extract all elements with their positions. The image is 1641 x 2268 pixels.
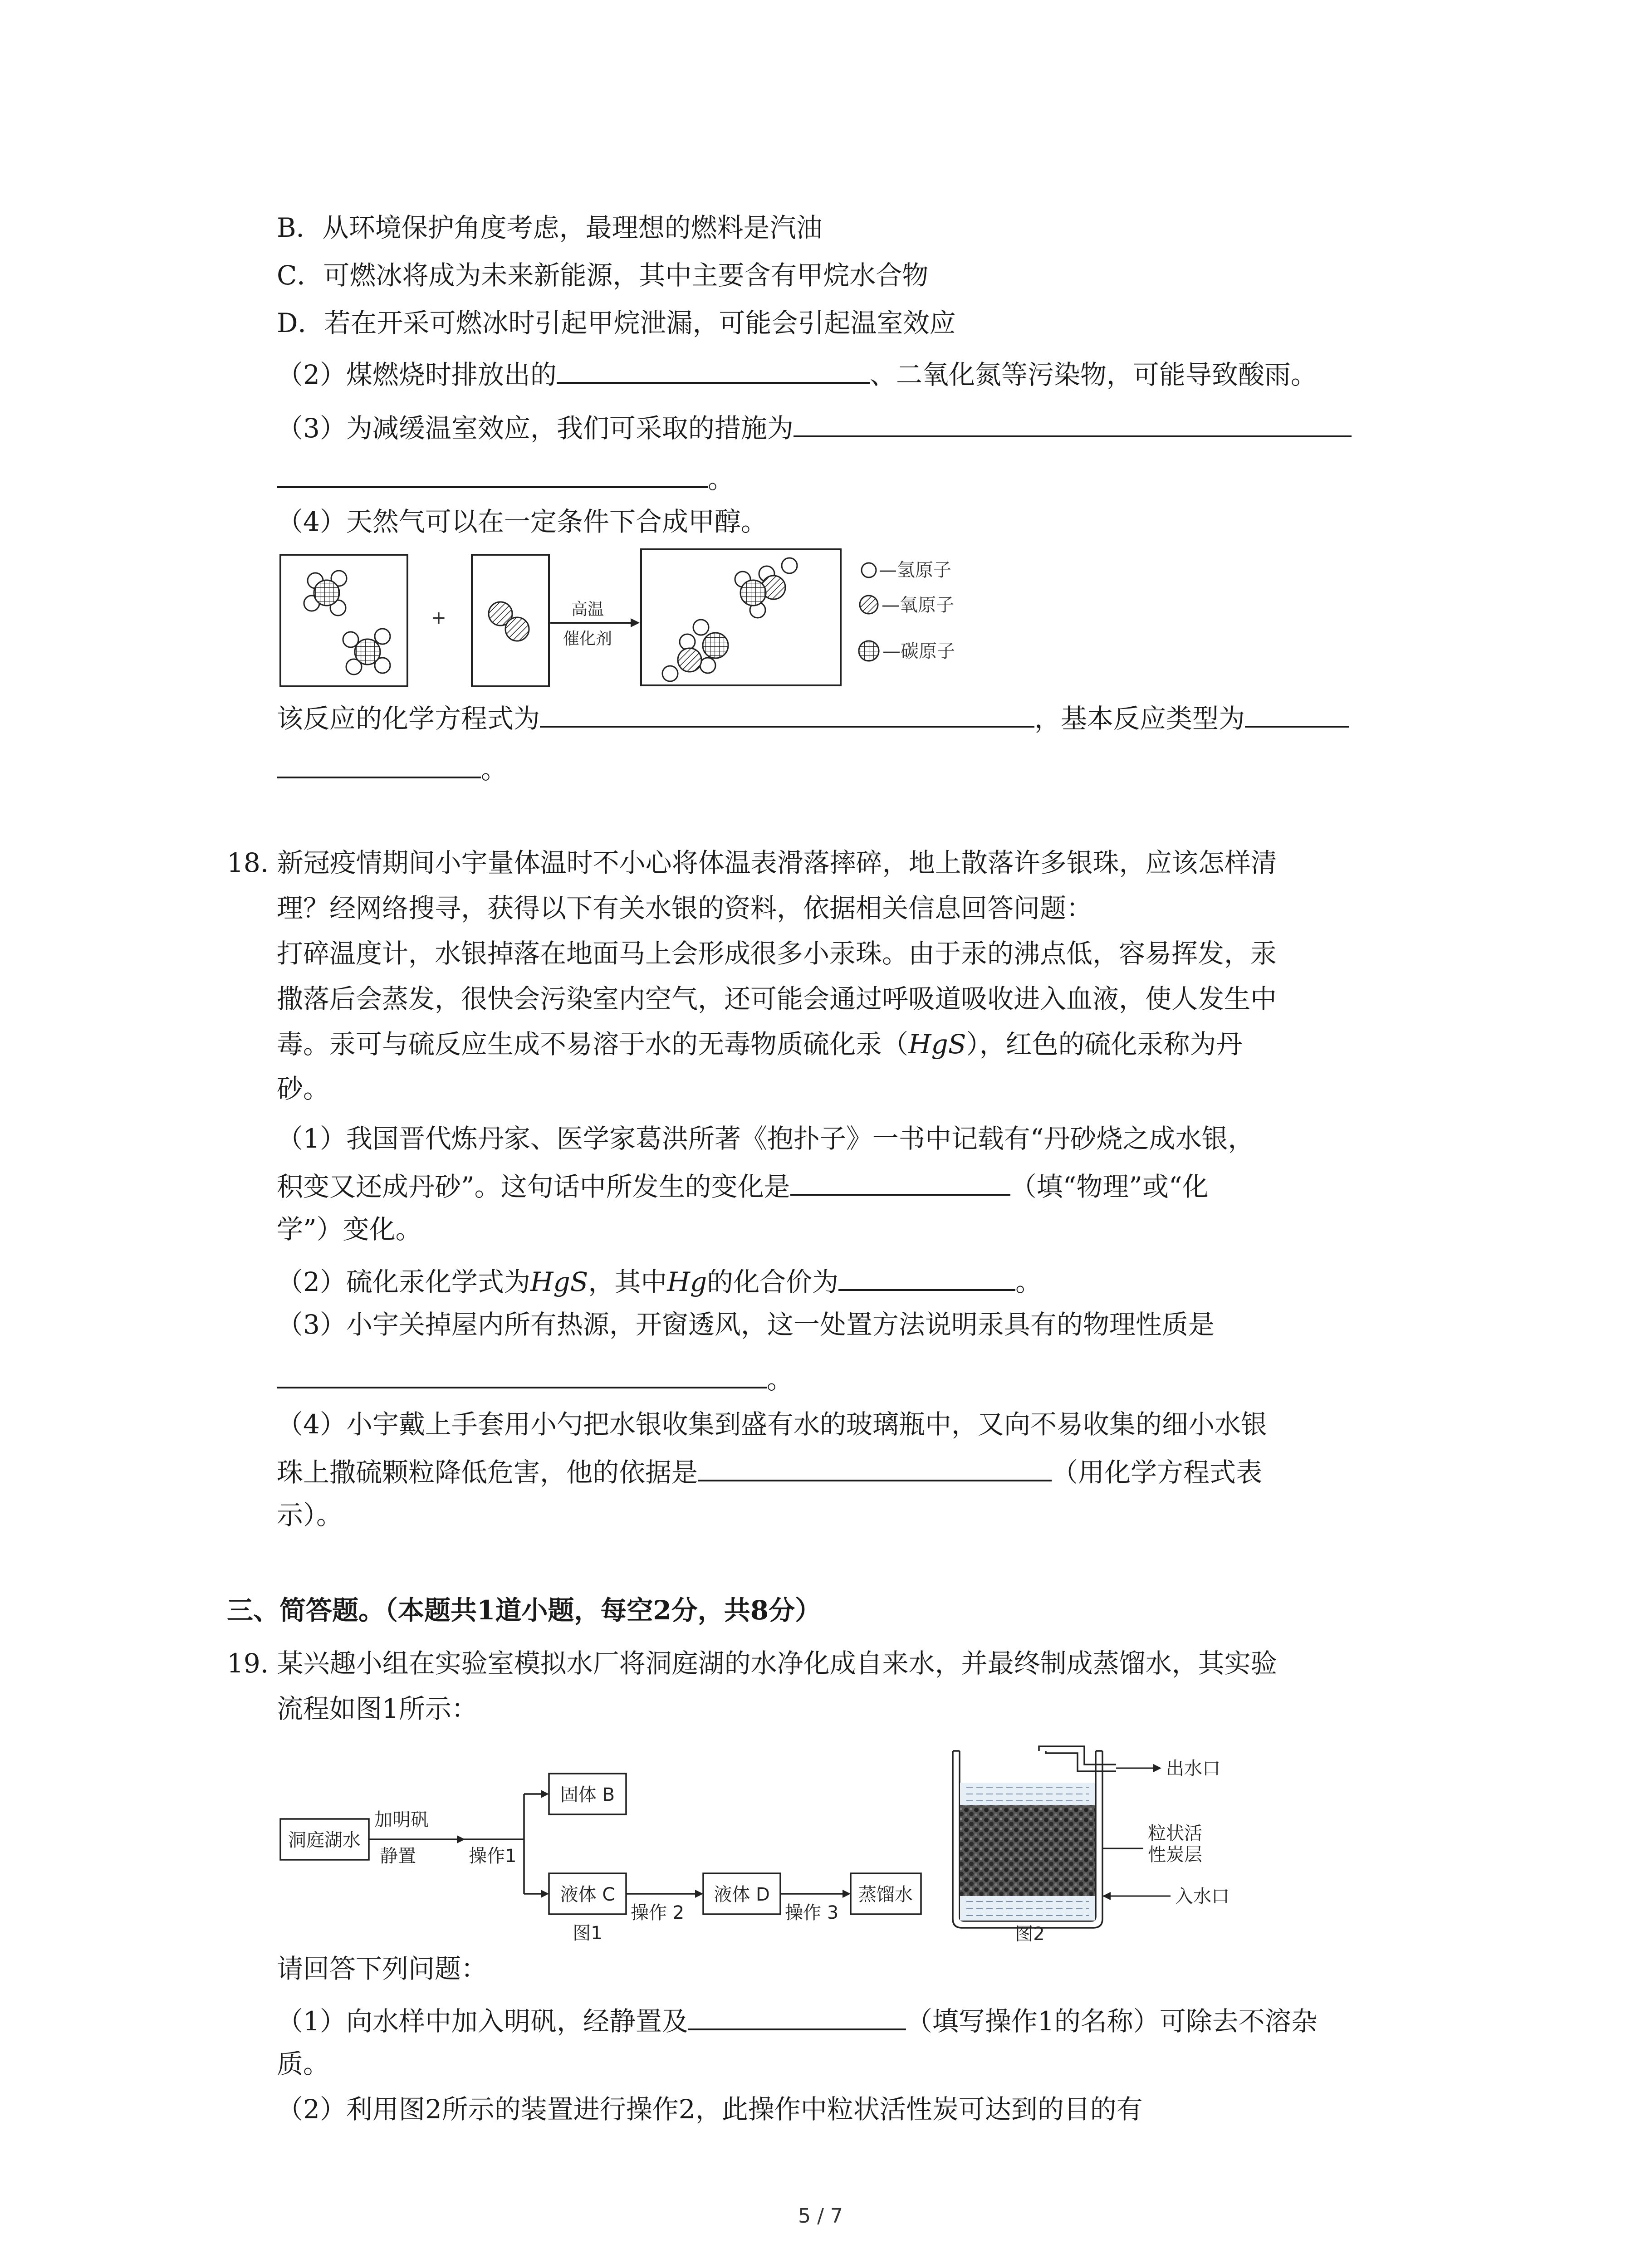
q17-part3-text: （3）为减缓温室效应，我们可采取的措施为 xyxy=(277,413,794,444)
q18-line4: 撒落后会蒸发，很快会污染室内空气，还可能会通过呼吸道吸收进入血液，使人发生中 xyxy=(277,983,1277,1014)
label-outlet: 出水口 xyxy=(1166,1758,1220,1779)
page-number: 5 / 7 xyxy=(798,2204,843,2228)
answer-blank[interactable] xyxy=(794,407,1352,437)
arrow-head-icon xyxy=(631,618,640,627)
option-b: B．从环境保护角度考虑，最理想的燃料是汽油 xyxy=(277,212,823,243)
q18-line3: 打碎温度计，水银掉落在地面马上会形成很多小汞珠。由于汞的沸点低，容易挥发，汞 xyxy=(277,938,1277,969)
q18-line5-text-b: ），红色的硫化汞称为丹 xyxy=(966,1029,1243,1060)
q18-line5-text-a: 毒。汞可与硫反应生成不易溶于水的无毒物质硫化汞（ xyxy=(277,1029,909,1060)
q18-line5 xyxy=(277,1026,1242,1062)
figure2-caption: 图2 xyxy=(1015,1924,1045,1941)
q17-part2 xyxy=(277,354,1317,393)
option-c: C．可燃冰将成为未来新能源，其中主要含有甲烷水合物 xyxy=(277,260,929,291)
label-inlet: 入水口 xyxy=(1175,1886,1230,1907)
label-still: 静置 xyxy=(380,1846,416,1867)
q18-part1-line2 xyxy=(277,1166,1209,1205)
water-purification-flowchart xyxy=(279,1769,923,1941)
q17-part3 xyxy=(277,407,1352,446)
q17-part4: （4）天然气可以在一定条件下合成甲醇。 xyxy=(277,506,767,537)
label-op1: 操作1 xyxy=(469,1846,517,1867)
inlet-arrow-icon xyxy=(1102,1892,1111,1900)
formula-hgs: HgS xyxy=(908,1029,966,1060)
q18-part3: （3）小宇关掉屋内所有热源，开窗透风，这一处置方法说明汞具有的物理性质是 xyxy=(277,1309,1215,1340)
label-carbon-1: 粒状活 xyxy=(1148,1823,1202,1844)
q18-part2-text-c: 的化合价为 xyxy=(707,1266,839,1297)
period: 。 xyxy=(708,464,735,494)
q19-part2: （2）利用图2所示的装置进行操作2，此操作中粒状活性炭可达到的目的有 xyxy=(277,2094,1143,2125)
answer-blank[interactable] xyxy=(277,1359,767,1388)
answer-blank[interactable] xyxy=(277,458,708,488)
arrow-icon xyxy=(541,1790,549,1798)
answer-blank[interactable] xyxy=(277,748,481,778)
arrow-icon xyxy=(457,1835,465,1843)
answer-blank[interactable] xyxy=(540,698,1034,728)
q18-part4-text-a: 珠上撒硫颗粒降低危害，他的依据是 xyxy=(277,1457,698,1488)
q17-part3-cont xyxy=(277,458,734,497)
q18-part3-cont xyxy=(277,1359,793,1398)
period: 。 xyxy=(767,1364,794,1395)
option-d: D．若在开采可燃冰时引起甲烷泄漏，可能会引起温室效应 xyxy=(277,308,956,338)
label-liquid-d: 液体 D xyxy=(714,1884,770,1905)
label-op3: 操作 3 xyxy=(785,1902,839,1923)
q18-line1: 18. 新冠疫情期间小宇量体温时不小心将体温表滑落摔碎，地上散落许多银珠，应该怎样清 xyxy=(227,847,1277,878)
label-op2: 操作 2 xyxy=(631,1902,685,1923)
answer-blank[interactable] xyxy=(790,1166,1010,1196)
legend-oxygen: —氧原子 xyxy=(882,595,954,616)
legend-carbon: —碳原子 xyxy=(882,641,955,662)
q19-part1-text-a: （1）向水样中加入明矾，经静置及 xyxy=(277,2006,688,2037)
equation-text-a: 该反应的化学方程式为 xyxy=(277,703,540,734)
oxygen-molecule xyxy=(489,602,529,641)
q18-part1-line3: 学”）变化。 xyxy=(277,1214,422,1245)
carbon-filter-figure xyxy=(944,1737,1288,1941)
formula-hg: Hg xyxy=(667,1266,707,1297)
q19-part1-line1 xyxy=(277,2000,1318,2039)
q17-equation-line xyxy=(277,698,1349,737)
arrow-icon xyxy=(843,1890,851,1898)
carbon-layer xyxy=(960,1805,1095,1896)
arrow-icon xyxy=(695,1890,703,1898)
label-liquid-c: 液体 C xyxy=(560,1884,615,1905)
figure1-caption: 图1 xyxy=(573,1923,603,1941)
q17-part2-text-b: 、二氧化氮等污染物，可能导致酸雨。 xyxy=(869,359,1317,390)
methanol-molecule xyxy=(662,620,728,681)
formula-hgs: HgS xyxy=(530,1266,588,1297)
equation-text-b: ，基本反应类型为 xyxy=(1034,703,1245,734)
arrow-icon xyxy=(541,1890,549,1898)
plus-sign: + xyxy=(431,607,446,628)
period: 。 xyxy=(1015,1266,1042,1297)
q18-part2-text-b: ，其中 xyxy=(588,1266,667,1297)
q18-part2-text-a: （2）硫化汞化学式为 xyxy=(277,1266,530,1297)
arrow-label-top: 高温 xyxy=(571,600,604,619)
q18-part4-line2 xyxy=(277,1452,1262,1491)
methane-molecule xyxy=(304,571,347,616)
section-title: 三、简答题。（本题共1道小题，每空2分，共8分） xyxy=(227,1595,822,1626)
q18-part1-text-a: 积变又还成丹砂”。这句话中所发生的变化是 xyxy=(277,1171,790,1202)
methanol-molecule xyxy=(735,558,797,618)
label-distilled: 蒸馏水 xyxy=(858,1884,913,1905)
outlet-arrow-icon xyxy=(1153,1764,1161,1772)
q18-part4-line1: （4）小宇戴上手套用小勺把水银收集到盛有水的玻璃瓶中，又向不易收集的细小水银 xyxy=(277,1409,1267,1440)
label-solid-b: 固体 B xyxy=(560,1784,615,1805)
q18-part4-line3: 示）。 xyxy=(277,1500,343,1530)
q18-part2 xyxy=(277,1261,1042,1300)
q19-part1-line2: 质。 xyxy=(277,2048,330,2079)
answer-blank[interactable] xyxy=(1245,698,1349,728)
q19-line1: 19. 某兴趣小组在实验室模拟水厂将洞庭湖的水净化成自来水，并最终制成蒸馏水，其实验 xyxy=(227,1648,1277,1679)
q17-part2-text-a: （2）煤燃烧时排放出的 xyxy=(277,359,557,390)
methane-molecule xyxy=(343,629,390,675)
q17-equation-cont xyxy=(277,748,507,787)
answer-blank[interactable] xyxy=(557,354,870,384)
label-add-alum: 加明矾 xyxy=(374,1809,429,1830)
answer-blank[interactable] xyxy=(838,1261,1015,1291)
q19-part1-text-b: （填写操作1的名称）可除去不溶杂 xyxy=(906,2006,1318,2037)
period: 。 xyxy=(481,754,508,785)
q18-line2: 理？经网络搜寻，获得以下有关水银的资料，依据相关信息回答问题： xyxy=(277,893,1093,924)
q18-part1-text-b: （填“物理”或“化 xyxy=(1010,1171,1209,1202)
q18-part1-line1: （1）我国晋代炼丹家、医学家葛洪所著《抱扑子》一书中记载有“丹砂烧之成水银， xyxy=(277,1123,1254,1154)
legend-hydrogen: —氢原子 xyxy=(879,560,951,581)
arrow-label-bottom: 催化剂 xyxy=(563,630,612,648)
methanol-reaction-figure xyxy=(279,547,1422,692)
q18-line6: 砂。 xyxy=(277,1073,330,1104)
label-lake-water: 洞庭湖水 xyxy=(288,1830,361,1851)
q18-part4-text-b: （用化学方程式表 xyxy=(1052,1457,1263,1488)
answer-blank[interactable] xyxy=(688,2000,906,2030)
product-box-methanol xyxy=(641,549,841,685)
label-carbon-2: 性炭层 xyxy=(1148,1844,1202,1865)
q19-ask: 请回答下列问题： xyxy=(277,1953,488,1984)
answer-blank[interactable] xyxy=(698,1452,1052,1481)
q19-line2: 流程如图1所示： xyxy=(277,1693,478,1724)
legend xyxy=(859,563,879,661)
